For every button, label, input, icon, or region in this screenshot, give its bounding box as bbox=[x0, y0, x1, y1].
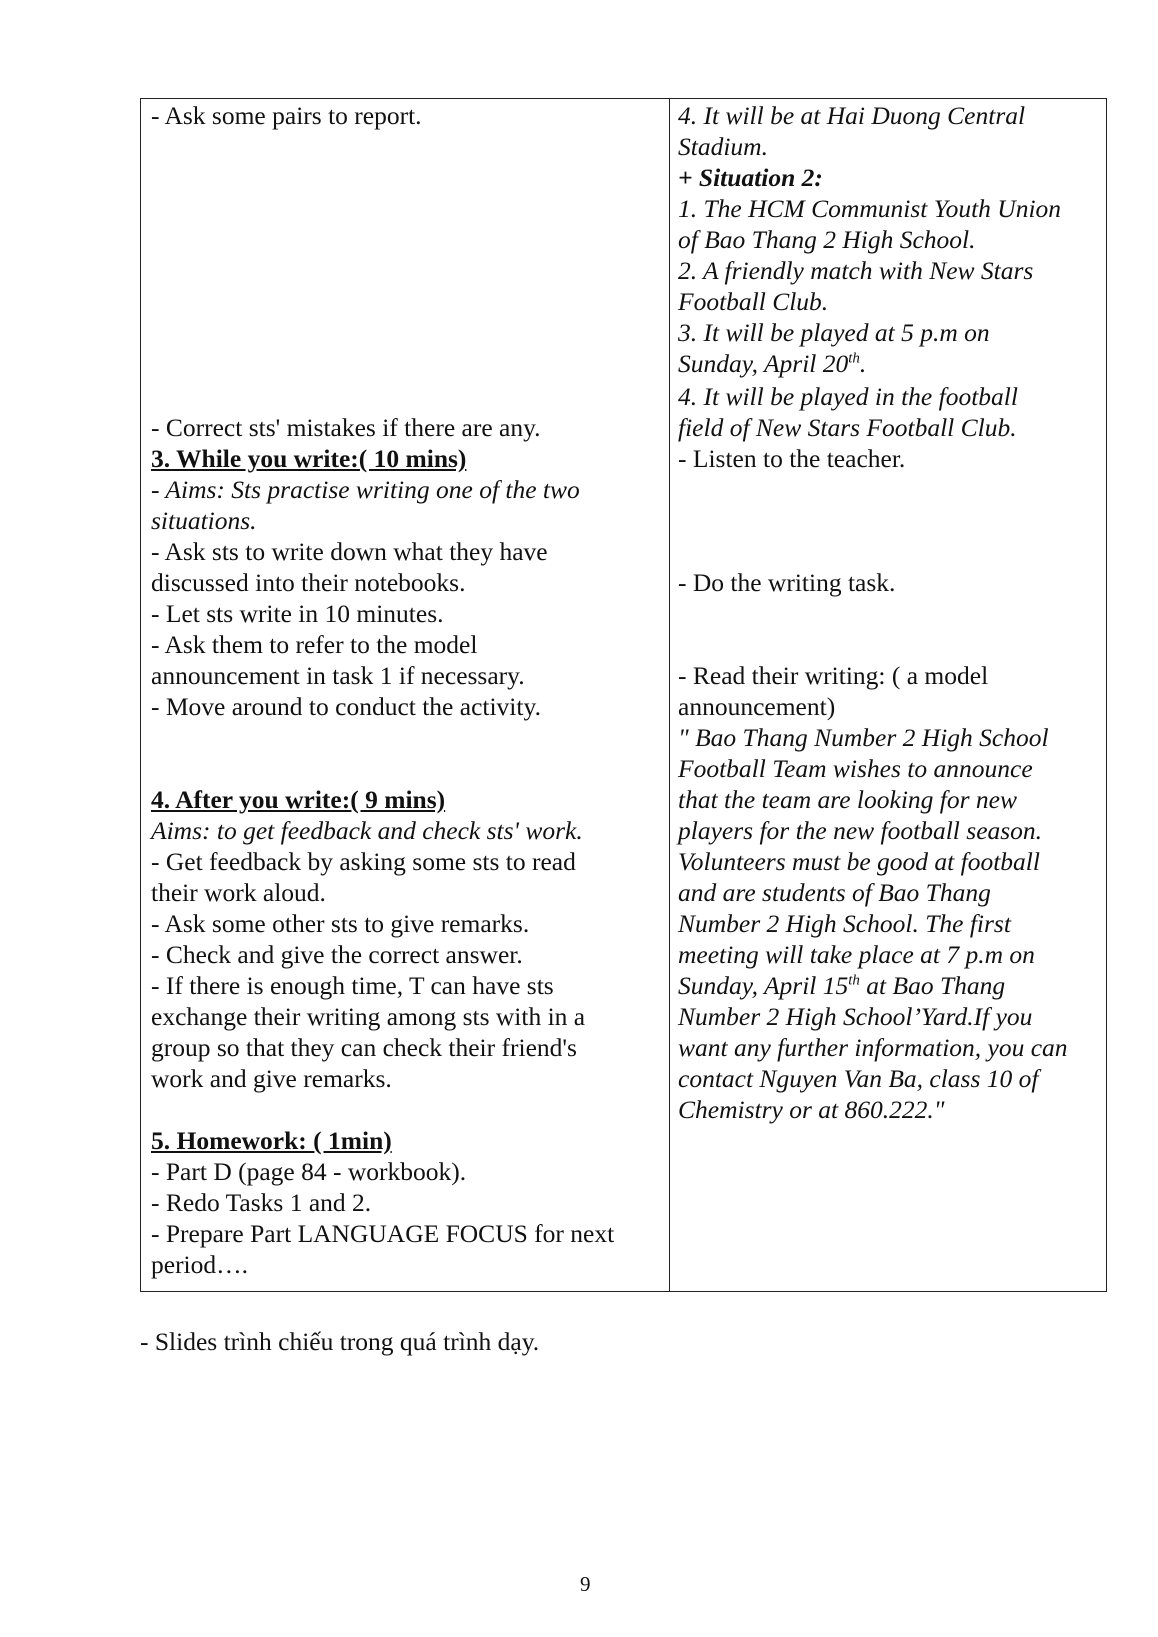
right-line: 3. It will be played at 5 p.m on bbox=[678, 318, 990, 347]
right-line: want any further information, you can bbox=[678, 1033, 1068, 1062]
right-line: 4. It will be at Hai Duong Central bbox=[678, 101, 1026, 130]
left-line: - Let sts write in 10 minutes. bbox=[151, 599, 444, 628]
right-line: 2. A friendly match with New Stars bbox=[678, 256, 1034, 285]
right-line: meeting will take place at 7 p.m on bbox=[678, 940, 1035, 969]
right-line: that the team are looking for new bbox=[678, 785, 1018, 814]
right-line: - Listen to the teacher. bbox=[678, 444, 906, 473]
text-span: Sunday, April 20 bbox=[678, 349, 849, 378]
left-line: - Move around to conduct the activity. bbox=[151, 692, 541, 721]
right-line: - Read their writing: ( a model bbox=[678, 661, 989, 690]
left-line: - Ask sts to write down what they have bbox=[151, 537, 548, 566]
left-line: - Prepare Part LANGUAGE FOCUS for next bbox=[151, 1219, 615, 1248]
slides-note: - Slides trình chiếu trong quá trình dạy. bbox=[140, 1327, 540, 1356]
right-line: of Bao Thang 2 High School. bbox=[678, 225, 976, 254]
left-line: - Part D (page 84 - workbook). bbox=[151, 1157, 467, 1186]
left-line: their work aloud. bbox=[151, 878, 326, 907]
right-line: Chemistry or at 860.222." bbox=[678, 1095, 945, 1124]
section-heading-after-write: 4. After you write:( 9 mins) bbox=[151, 785, 446, 814]
left-line: exchange their writing among sts with in a bbox=[151, 1002, 586, 1031]
left-line: - Ask them to refer to the model bbox=[151, 630, 478, 659]
right-line: Number 2 High School. The first bbox=[678, 909, 1011, 938]
text-span: Sunday, April 15 bbox=[678, 971, 849, 1000]
right-line: and are students of Bao Thang bbox=[678, 878, 991, 907]
right-line bbox=[678, 970, 1005, 1001]
right-line: " Bao Thang Number 2 High School bbox=[678, 723, 1049, 752]
left-line: discussed into their notebooks. bbox=[151, 568, 466, 597]
left-line: - Check and give the correct answer. bbox=[151, 940, 523, 969]
right-line: Football Team wishes to announce bbox=[678, 754, 1033, 783]
page-number: 9 bbox=[580, 1572, 591, 1596]
left-line: period…. bbox=[151, 1250, 249, 1279]
right-line: announcement) bbox=[678, 692, 836, 721]
left-line: - Ask some other sts to give remarks. bbox=[151, 909, 530, 938]
right-line: Number 2 High School’Yard.If you bbox=[678, 1002, 1033, 1031]
section-heading-while-write: 3. While you write:( 10 mins) bbox=[151, 444, 467, 473]
left-line: - Aims: Sts practise writing one of the two bbox=[151, 475, 580, 504]
right-line: 4. It will be played in the football bbox=[678, 382, 1018, 411]
text-span: . bbox=[859, 349, 867, 378]
right-line: Stadium. bbox=[678, 132, 768, 161]
ordinal-suffix: th bbox=[848, 350, 860, 367]
right-line: contact Nguyen Van Ba, class 10 of bbox=[678, 1064, 1039, 1093]
ordinal-suffix: th bbox=[848, 972, 860, 989]
text-span: at Bao Thang bbox=[859, 971, 1006, 1000]
right-line: - Do the writing task. bbox=[678, 568, 896, 597]
left-line: - If there is enough time, T can have sts bbox=[151, 971, 554, 1000]
right-line bbox=[678, 348, 866, 379]
left-line: group so that they can check their friend's bbox=[151, 1033, 577, 1062]
left-line: Aims: to get feedback and check sts' work. bbox=[151, 816, 583, 845]
left-line: - Get feedback by asking some sts to read bbox=[151, 847, 576, 876]
section-heading-homework: 5. Homework: ( 1min) bbox=[151, 1126, 392, 1155]
left-line: - Ask some pairs to report. bbox=[151, 101, 422, 130]
right-line: players for the new football season. bbox=[678, 816, 1043, 845]
column-divider bbox=[669, 99, 670, 1291]
left-line: announcement in task 1 if necessary. bbox=[151, 661, 525, 690]
left-line: - Correct sts' mistakes if there are any. bbox=[151, 413, 541, 442]
left-line: work and give remarks. bbox=[151, 1064, 392, 1093]
right-line: field of New Stars Football Club. bbox=[678, 413, 1017, 442]
left-line: - Redo Tasks 1 and 2. bbox=[151, 1188, 372, 1217]
right-line: Volunteers must be good at football bbox=[678, 847, 1040, 876]
right-line: Football Club. bbox=[678, 287, 829, 316]
left-line: situations. bbox=[151, 506, 257, 535]
right-line: 1. The HCM Communist Youth Union bbox=[678, 194, 1062, 223]
situation-heading: + Situation 2: bbox=[678, 163, 823, 192]
